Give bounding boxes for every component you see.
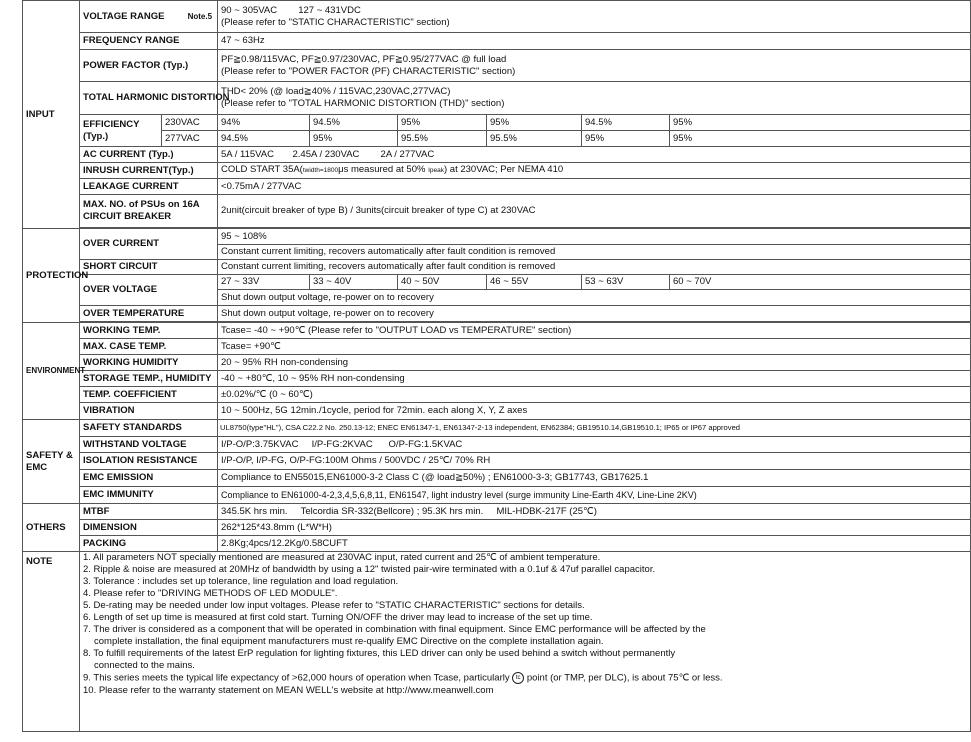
label-thd: TOTAL HARMONIC DISTORTION [80, 82, 218, 115]
over-voltage-cell: 53 ~ 63V [582, 275, 670, 290]
value-isolation-resistance: I/P-O/P, I/P-FG, O/P-FG:100M Ohms / 500VDC / 25℃/ 70% RH [218, 453, 971, 470]
row-over-current-1 [23, 229, 971, 245]
row-notes [23, 552, 971, 732]
row-over-voltage-1 [23, 275, 971, 290]
category-input: INPUT [23, 1, 80, 229]
efficiency-voltage-230: 230VAC [162, 115, 218, 131]
category-protection: PROTECTION [23, 229, 80, 323]
note-item: 7. The driver is considered as a component that will be operated in combination with final equipment. Since EMC performance will be affected by the [83, 624, 706, 635]
efficiency-cell: 94.5% [218, 131, 310, 147]
over-voltage-cell: 33 ~ 40V [310, 275, 398, 290]
row-dimension [23, 520, 971, 536]
row-storage [23, 371, 971, 387]
label-safety-standards: SAFETY STANDARDS [80, 420, 218, 437]
value-vibration: 10 ~ 500Hz, 5G 12min./1cycle, period for 72min. each along X, Y, Z axes [218, 403, 971, 420]
value-short-circuit: Constant current limiting, recovers automatically after fault condition is removed [218, 260, 971, 275]
note-item: 2. Ripple & noise are measured at 20MHz of bandwidth by using a 12" twisted pair-wire terminated with a 0.1uf & 47uf parallel capacitor. [83, 564, 656, 575]
note-item: 3. Tolerance : includes set up tolerance, line regulation and load regulation. [83, 576, 399, 587]
tc-point-icon: tc [512, 672, 524, 684]
efficiency-cell: 95% [582, 131, 670, 147]
category-environment: ENVIRONMENT [23, 323, 80, 420]
label-power-factor: POWER FACTOR (Typ.) [80, 50, 218, 82]
value-dimension: 262*125*43.8mm (L*W*H) [218, 520, 971, 536]
efficiency-cell: 94.5% [310, 115, 398, 131]
efficiency-cell: 95% [398, 115, 487, 131]
note-item: 8. To fulfill requirements of the latest ErP regulation for lighting fixtures, this LED driver can only be used behind a switch without permanently [83, 648, 676, 659]
row-temp-coeff [23, 387, 971, 403]
note-item: 9. This series meets the typical life expectancy of >62,000 hours of operation when Tcase, particularly tc point (or TMP, per DLC), is about 75℃ or less. [83, 672, 723, 684]
row-ac-current [23, 147, 971, 163]
row-working-humidity [23, 355, 971, 371]
row-max-psus [23, 195, 971, 228]
value-withstand-voltage: I/P-O/P:3.75KVAC I/P-FG:2KVAC O/P-FG:1.5KVAC [218, 437, 971, 453]
category-note: NOTE [23, 552, 80, 732]
label-storage: STORAGE TEMP., HUMIDITY [80, 371, 218, 387]
label-voltage-range: VOLTAGE RANGE Note.5 [80, 1, 218, 33]
value-working-humidity: 20 ~ 95% RH non-condensing [218, 355, 971, 371]
row-over-temperature [23, 306, 971, 322]
row-vibration [23, 403, 971, 420]
row-voltage-range [23, 1, 971, 33]
label-emc-emission: EMC EMISSION [80, 470, 218, 487]
over-voltage-cell: 46 ~ 55V [487, 275, 582, 290]
label-over-current: OVER CURRENT [80, 229, 218, 260]
efficiency-cell: 94.5% [582, 115, 670, 131]
label-inrush-current: INRUSH CURRENT(Typ.) [80, 163, 218, 179]
value-max-psus: 2unit(circuit breaker of type B) / 3units(circuit breaker of type C) at 230VAC [218, 195, 971, 228]
over-voltage-cell: 60 ~ 70V [670, 275, 971, 290]
efficiency-cell: 95.5% [398, 131, 487, 147]
value-over-current-behavior: Constant current limiting, recovers automatically after fault condition is removed [218, 245, 971, 260]
value-over-current-range: 95 ~ 108% [218, 229, 971, 245]
value-frequency-range: 47 ~ 63Hz [218, 33, 971, 50]
row-thd [23, 82, 971, 115]
value-leakage-current: <0.75mA / 277VAC [218, 179, 971, 195]
efficiency-cell: 95% [670, 131, 971, 147]
label-ac-current: AC CURRENT (Typ.) [80, 147, 218, 163]
over-voltage-cell: 27 ~ 33V [218, 275, 310, 290]
value-emc-emission: Compliance to EN55015,EN61000-3-2 Class C (@ load≧50%) ; EN61000-3-3; GB17743, GB17625.1 [218, 470, 971, 487]
note-ref: Note.5 [187, 11, 213, 21]
label-working-temp: WORKING TEMP. [80, 323, 218, 339]
row-mtbf [23, 504, 971, 520]
row-short-circuit [23, 260, 971, 275]
note-item: 6. Length of set up time is measured at first cold start. Turning ON/OFF the driver may lead to increase of the set up time. [83, 612, 593, 623]
row-working-temp [23, 323, 971, 339]
label-leakage-current: LEAKAGE CURRENT [80, 179, 218, 195]
label-over-voltage: OVER VOLTAGE [80, 275, 218, 306]
value-storage: -40 ~ +80℃, 10 ~ 95% RH non-condensing [218, 371, 971, 387]
value-thd: THD< 20% (@ load≧40% / 115VAC,230VAC,277VAC) (Please refer to "TOTAL HARMONIC DISTORTION (THD)" section) [218, 82, 971, 115]
label-over-temperature: OVER TEMPERATURE [80, 306, 218, 322]
row-power-factor [23, 50, 971, 82]
label-isolation-resistance: ISOLATION RESISTANCE [80, 453, 218, 470]
row-frequency-range [23, 33, 971, 50]
row-emc-emission [23, 470, 971, 487]
value-working-temp: Tcase= -40 ~ +90℃ (Please refer to "OUTPUT LOAD vs TEMPERATURE" section) [218, 323, 971, 339]
label-temp-coeff: TEMP. COEFFICIENT [80, 387, 218, 403]
efficiency-voltage-277: 277VAC [162, 131, 218, 147]
efficiency-cell: 95% [487, 115, 582, 131]
efficiency-cell: 95.5% [487, 131, 582, 147]
notes-list [80, 552, 971, 732]
value-packing: 2.8Kg;4pcs/12.2Kg/0.58CUFT [218, 536, 971, 552]
value-emc-immunity: Compliance to EN61000-4-2,3,4,5,6,8,11, EN61547, light industry level (surge immunity Line-Earth 4KV, Line-Line 2KV) [218, 487, 971, 504]
label-mtbf: MTBF [80, 504, 218, 520]
note-item: 1. All parameters NOT specially mentioned are measured at 230VAC input, rated current and 25℃ of ambient temperature. [83, 552, 601, 563]
row-efficiency-230 [23, 115, 971, 131]
value-safety-standards: UL8750(type"HL"), CSA C22.2 No. 250.13-12; ENEC EN61347-1, EN61347-2-13 independent, EN62384; GB19510.14,GB19510.1; IP65 or IP67 approved [218, 420, 971, 437]
efficiency-cell: 95% [310, 131, 398, 147]
value-mtbf: 345.5K hrs min. Telcordia SR-332(Bellcore) ; 95.3K hrs min. MIL-HDBK-217F (25℃) [218, 504, 971, 520]
note-item: 4. Please refer to "DRIVING METHODS OF LED MODULE". [83, 588, 338, 599]
category-safety-emc: SAFETY & EMC [23, 420, 80, 504]
row-emc-immunity [23, 487, 971, 504]
row-packing [23, 536, 971, 552]
spec-table [22, 0, 971, 732]
note-item: connected to the mains. [94, 660, 195, 671]
value-ac-current: 5A / 115VAC 2.45A / 230VAC 2A / 277VAC [218, 147, 971, 163]
row-max-case-temp [23, 339, 971, 355]
row-leakage-current [23, 179, 971, 195]
label-short-circuit: SHORT CIRCUIT [80, 260, 218, 275]
label-emc-immunity: EMC IMMUNITY [80, 487, 218, 504]
row-efficiency-277 [23, 131, 971, 147]
value-inrush-current: COLD START 35A(twidth=1800μs measured at 50% Ipeak) at 230VAC; Per NEMA 410 [218, 163, 971, 179]
label-working-humidity: WORKING HUMIDITY [80, 355, 218, 371]
value-over-temperature: Shut down output voltage, re-power on to recovery [218, 306, 971, 322]
value-power-factor: PF≧0.98/115VAC, PF≧0.97/230VAC, PF≧0.95/277VAC @ full load (Please refer to "POWER FACTOR (PF) CHARACTERISTIC" section) [218, 50, 971, 82]
row-safety-standards [23, 420, 971, 437]
value-max-case-temp: Tcase= +90℃ [218, 339, 971, 355]
note-item: complete installation, the final equipment manufacturers must re-qualify EMC Directive on the complete installation again. [94, 636, 604, 647]
label-withstand-voltage: WITHSTAND VOLTAGE [80, 437, 218, 453]
label-max-case-temp: MAX. CASE TEMP. [80, 339, 218, 355]
label-efficiency: EFFICIENCY (Typ.) [80, 115, 162, 147]
row-withstand-voltage [23, 437, 971, 453]
row-inrush-current [23, 163, 971, 179]
efficiency-cell: 95% [670, 115, 971, 131]
label-frequency-range: FREQUENCY RANGE [80, 33, 218, 50]
value-over-voltage-behavior: Shut down output voltage, re-power on to recovery [218, 290, 971, 306]
spec-sheet [22, 0, 870, 742]
label-max-psus: MAX. NO. of PSUs on 16A CIRCUIT BREAKER [80, 195, 218, 228]
value-temp-coeff: ±0.02%/℃ (0 ~ 60℃) [218, 387, 971, 403]
note-item: 10. Please refer to the warranty statement on MEAN WELL's website at http://www.meanwell.com [83, 684, 494, 696]
value-voltage-range: 90 ~ 305VAC 127 ~ 431VDC (Please refer to "STATIC CHARACTERISTIC" section) [218, 1, 971, 33]
label-packing: PACKING [80, 536, 218, 552]
note-item: 5. De-rating may be needed under low input voltages. Please refer to "STATIC CHARACTERISTIC" sections for details. [83, 600, 585, 611]
efficiency-cell: 94% [218, 115, 310, 131]
label-dimension: DIMENSION [80, 520, 218, 536]
label-vibration: VIBRATION [80, 403, 218, 420]
category-others: OTHERS [23, 504, 80, 552]
over-voltage-cell: 40 ~ 50V [398, 275, 487, 290]
row-isolation-resistance [23, 453, 971, 470]
